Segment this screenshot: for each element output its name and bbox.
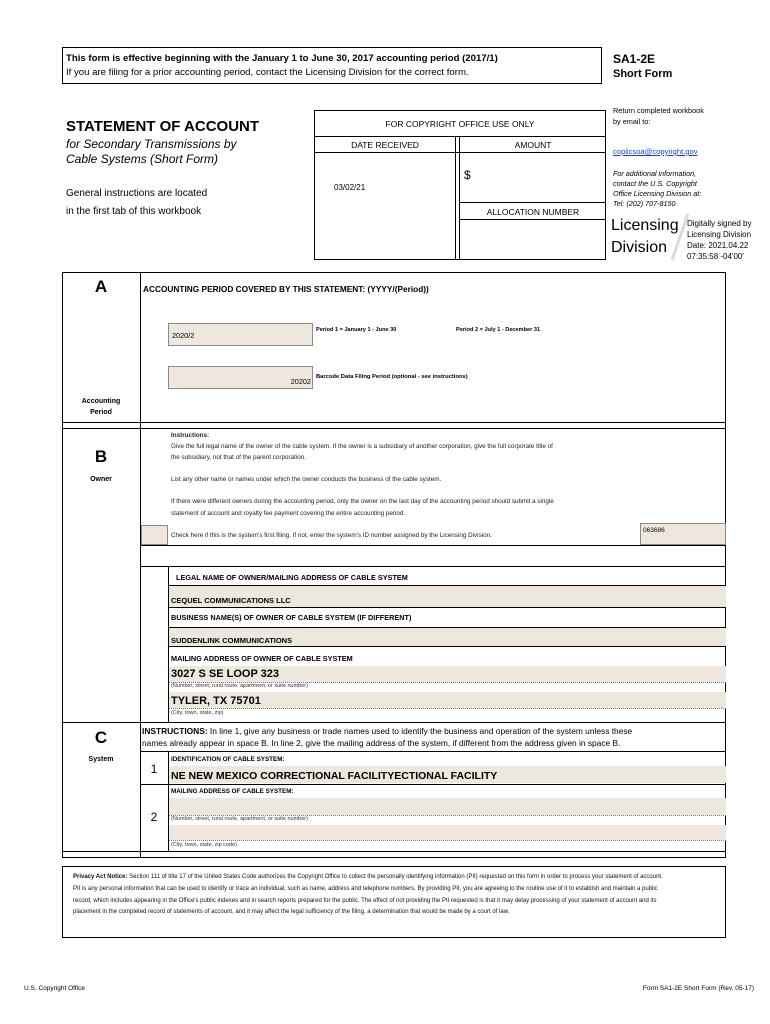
accounting-period-value: 2020/2: [172, 331, 195, 340]
signature-detail-3: Date: 2021.04.22: [687, 241, 749, 250]
first-filing-label: Check here if this is the system's first filing. If not, enter the system's ID number assigned by the Licensing Division.: [171, 532, 492, 539]
footer-right: Form SA1-2E Short Form (Rev. 05-17): [642, 985, 754, 992]
system-id-name-value: NE NEW MEXICO CORRECTIONAL FACILITYECTIONAL FACILITY: [171, 770, 498, 782]
system-city-hint: (City, town, state, zip code): [171, 842, 237, 848]
page-subtitle-1: for Secondary Transmissions by: [66, 137, 237, 151]
contact-info-2: contact the U.S. Copyright: [613, 179, 697, 188]
section-c-label: System: [88, 756, 114, 763]
system-instructions-text: In line 1, give any business or trade names used to identify the business and operation of the system unless these: [207, 726, 633, 736]
return-instructions-2: by email to:: [613, 117, 651, 126]
system-id-value: 063686: [643, 527, 665, 534]
business-name-value: SUDDENLINK COMMUNICATIONS: [171, 636, 293, 645]
privacy-notice: [73, 872, 663, 919]
owner-instructions-5: statement of account and royalty fee payment covering the entire accounting period.: [171, 510, 406, 517]
owner-instructions-1: Give the full legal name of the owner of the cable system. If the owner is a subsidiary of another corporation, give the full corporate title of: [171, 443, 553, 450]
footer-left: U.S. Copyright Office: [24, 985, 85, 992]
accounting-period-heading: ACCOUNTING PERIOD COVERED BY THIS STATEMENT: (YYYY/(Period)): [143, 284, 429, 294]
section-c-letter: C: [94, 728, 108, 747]
privacy-notice-text: Section 111 of title 17 of the United States Code authorizes the Copyright Office to collect the personally identifying information (PII) requested on this form in order to process your statement of account. PII is any personal information that can be used to identify or trace an individual, such as name, address and telephone numbers. By providing PII, you are agreeing to the routine use of it to establish and maintain a public record, which includes appearing in the Office's public indexes and in search reports prepared for the public. The effect of not providing the PII requested is that it may delay processing of your statement of account and its placement in the completed record of statements of account, and it may affect the legal sufficiency of the filing, a determination that would be made by a court of law.: [73, 874, 663, 916]
system-street-hint: (Number, street, rural route, apartment, or suite number): [171, 816, 308, 822]
page-title: STATEMENT OF ACCOUNT: [66, 118, 260, 135]
legal-name-value: CEQUEL COMMUNICATIONS LLC: [171, 596, 291, 605]
owner-city-hint: (City, town, state, zip): [171, 710, 224, 716]
signature-detail-1: Digitally signed by: [687, 219, 752, 228]
system-line-2-number: 2: [150, 810, 158, 824]
owner-instructions-4: If there were different owners during the accounting period, only the owner on the last day of the accounting period should submit a single: [171, 498, 554, 505]
section-a-letter: A: [94, 277, 108, 296]
email-link[interactable]: coplicsoa@copyright.gov: [613, 147, 698, 156]
barcode-period-value: 20202: [290, 377, 311, 386]
system-street-input[interactable]: [169, 798, 726, 815]
system-id-label: IDENTIFICATION OF CABLE SYSTEM:: [171, 756, 285, 763]
owner-instructions-title: Instructions:: [171, 432, 210, 439]
effective-notice-line2: If you are filing for a prior accounting period, contact the Licensing Division for the correct form.: [66, 67, 469, 78]
general-instructions-2: in the first tab of this workbook: [66, 206, 202, 217]
return-instructions-1: Return completed workbook: [613, 106, 704, 115]
owner-street-hint: (Number, street, rural route, apartment, or suite number): [171, 683, 308, 689]
barcode-period-label: Barcode Data Filing Period (optional - see instructions): [316, 374, 468, 380]
system-instructions-1: [142, 726, 632, 736]
amount-dollar-sign: $: [464, 168, 471, 182]
system-mailing-label: MAILING ADDRESS OF CABLE SYSTEM:: [171, 788, 294, 795]
section-a-label-2: Period: [90, 409, 112, 416]
period-1-note: Period 1 = January 1 - June 30: [316, 327, 397, 333]
system-instructions-bold: INSTRUCTIONS:: [142, 726, 208, 736]
allocation-number-label: ALLOCATION NUMBER: [486, 207, 580, 217]
system-instructions-2: names already appear in space B. In line 2, give the mailing address of the system, if different from the address given in space B.: [142, 738, 621, 748]
section-a-label-1: Accounting: [81, 398, 121, 405]
signature-name-1: Licensing: [611, 217, 679, 234]
period-2-note: Period 2 = July 1 - December 31: [456, 327, 541, 333]
date-received-value: 03/02/21: [334, 183, 366, 192]
legal-name-label: LEGAL NAME OF OWNER/MAILING ADDRESS OF CABLE SYSTEM: [176, 573, 408, 582]
form-code: SA1-2E: [613, 52, 656, 66]
owner-instructions-3: List any other name or names under which the owner conducts the business of the cable system.: [171, 476, 442, 483]
system-city-input[interactable]: [169, 825, 726, 840]
section-b-label: Owner: [90, 476, 112, 483]
form-type: Short Form: [613, 68, 673, 80]
privacy-notice-title: Privacy Act Notice:: [73, 874, 128, 880]
mailing-address-label: MAILING ADDRESS OF OWNER OF CABLE SYSTEM: [171, 654, 353, 663]
section-b-letter: B: [94, 447, 108, 466]
signature-detail-2: Licensing Division: [687, 230, 752, 239]
signature-name-2: Division: [611, 239, 668, 256]
owner-instructions-2: the subsidiary, not that of the parent corporation.: [171, 454, 306, 461]
business-name-label: BUSINESS NAME(S) OF OWNER OF CABLE SYSTEM (IF DIFFERENT): [171, 613, 412, 622]
date-received-label: DATE RECEIVED: [351, 140, 419, 150]
contact-info-3: Office Licensing Division at:: [613, 189, 702, 198]
page-subtitle-2: Cable Systems (Short Form): [66, 152, 219, 166]
contact-info-4: Tel: (202) 707-8150: [613, 199, 676, 208]
contact-info-1: For additional information,: [613, 169, 697, 178]
first-filing-checkbox[interactable]: [141, 525, 168, 545]
office-use-title: FOR COPYRIGHT OFFICE USE ONLY: [385, 119, 535, 129]
amount-label: AMOUNT: [514, 140, 552, 150]
general-instructions-1: General instructions are located: [66, 188, 208, 199]
owner-street-value: 3027 S SE LOOP 323: [171, 668, 280, 680]
effective-notice-line1: This form is effective beginning with the January 1 to June 30, 2017 accounting period (2017/1): [66, 53, 498, 64]
signature-detail-4: 07:35:58 -04'00': [687, 252, 744, 261]
owner-city-value: TYLER, TX 75701: [171, 695, 261, 707]
system-line-1-number: 1: [150, 762, 158, 776]
